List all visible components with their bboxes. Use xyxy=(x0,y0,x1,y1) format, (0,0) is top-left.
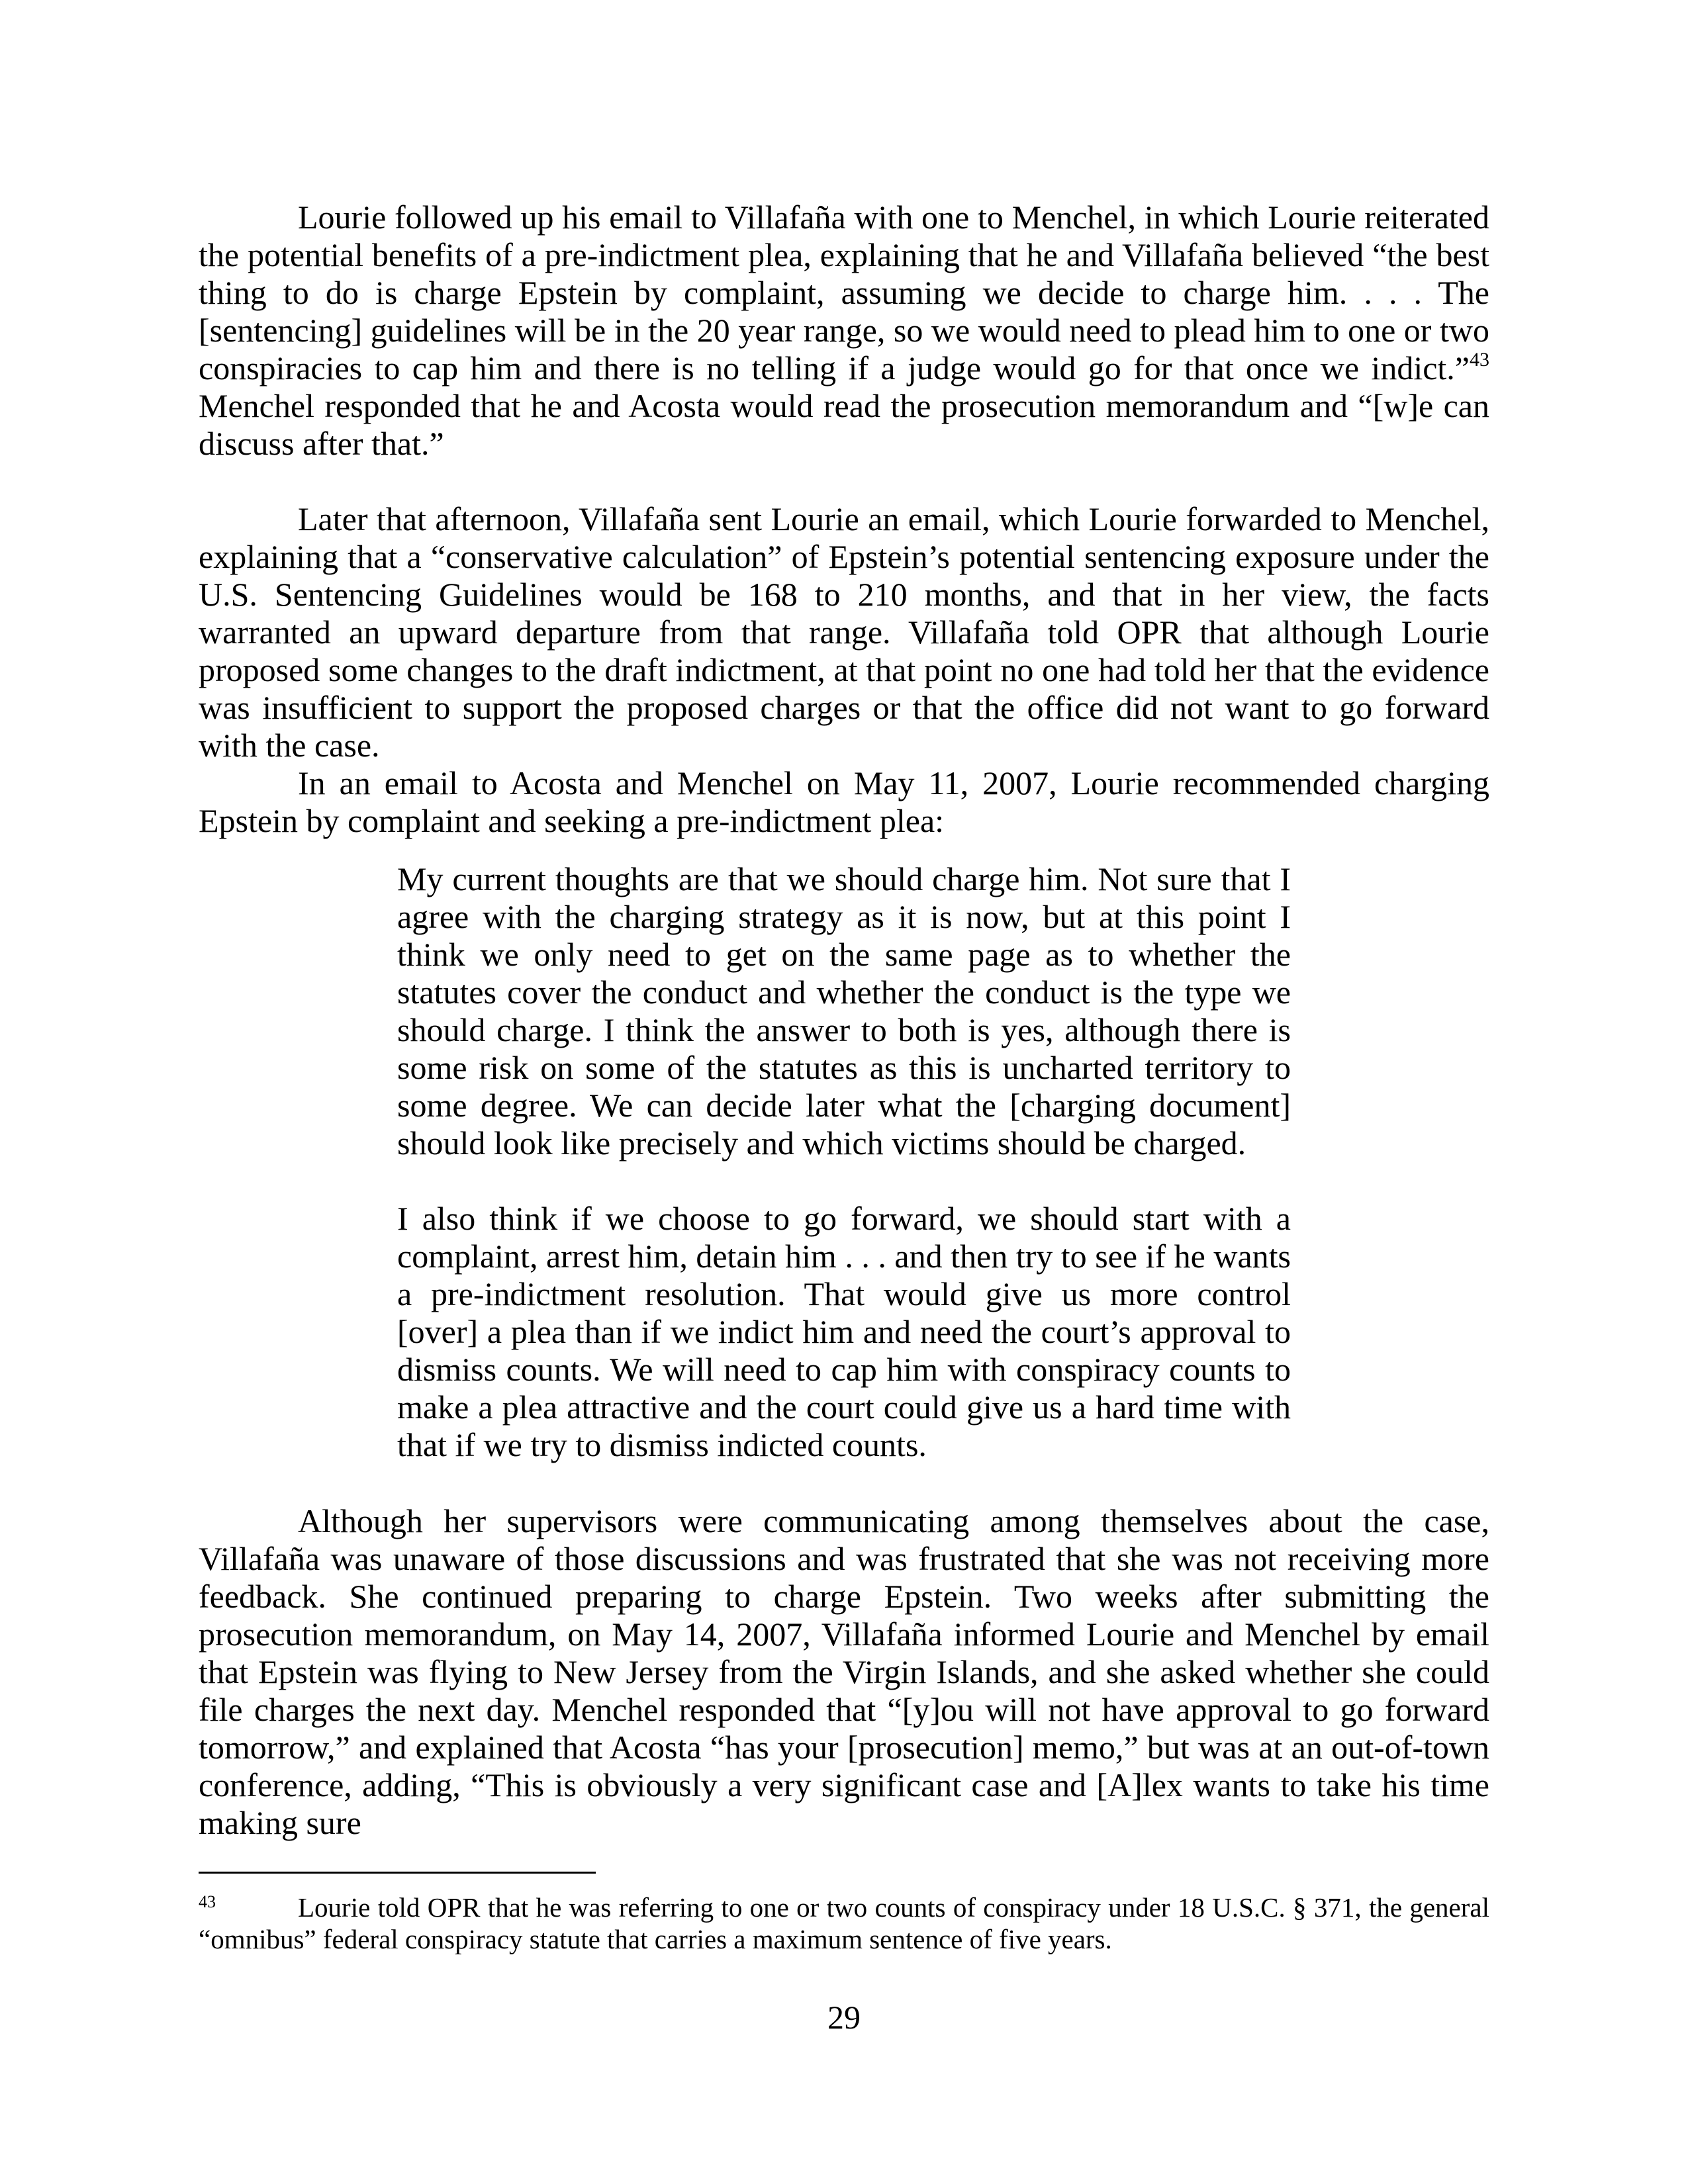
footnote-reference-43: 43 xyxy=(1470,349,1489,371)
block-quote-go-forward: I also think if we choose to go forward, we should start with a complaint, arrest him, detain him . . . and then try to see if he wants a pre-indictment resolution. That would give us more control [over] a plea than if we indict him and need the court’s approval to dismiss counts. We will need to cap him with conspiracy counts to make a plea attractive and the court could give us a hard time with that if we try to dismiss indicted counts. xyxy=(397,1200,1291,1463)
paragraph-lourie-followup-text: Lourie followed up his email to Villafaña with one to Menchel, in which Lourie reiterated the potential benefits of a pre-indictment plea, explaining that he and Villafaña believed “the best thing to do is charge Epstein by complaint, assuming we decide to charge him. . . . The [sentencing] guidelines will be in the 20 year range, so we would need to plead him to one or two conspiracies to cap him and there is no telling if a judge would go for that once we indict.” xyxy=(199,199,1489,387)
paragraph-villafana-email: Later that afternoon, Villafaña sent Lourie an email, which Lourie forwarded to Menchel, explaining that a “conservative calculation” of Epstein’s potential sentencing exposure under the U.S. Sentencing Guidelines would be 168 to 210 months, and that in her view, the facts warranted an upward departure from that range. Villafaña told OPR that although Lourie proposed some changes to the draft indictment, at that point no one had told her that the evidence was insufficient to support the proposed charges or that the office did not want to go forward with the case. xyxy=(199,500,1489,764)
paragraph-lourie-followup-continued: Menchel responded that he and Acosta would read the prosecution memorandum and “[w]e can discuss after that.” xyxy=(199,387,1489,462)
footnote-separator-rule xyxy=(199,1872,596,1874)
paragraph-supervisors-communicating: Although her supervisors were communicating among themselves about the case, Villafaña was unaware of those discussions and was frustrated that she was not receiving more feedback. She continued preparing to charge Epstein. Two weeks after submitting the prosecution memorandum, on May 14, 2007, Villafaña informed Lourie and Menchel by email that Epstein was flying to New Jersey from the Virgin Islands, and she asked whether she could file charges the next day. Menchel responded that “[y]ou will not have approval to go forward tomorrow,” and explained that Acosta “has your [prosecution] memo,” but was at an out-of-town conference, adding, “This is obviously a very significant case and [A]lex wants to take his time making sure xyxy=(199,1502,1489,1841)
footnote-text: Lourie told OPR that he was referring to one or two counts of conspiracy under 18 U.S.C. § 371, the general “omnibus” federal conspiracy statute that carries a maximum sentence of five years. xyxy=(199,1892,1489,1954)
paragraph-may-11-email: In an email to Acosta and Menchel on May 11, 2007, Lourie recommended charging Epstein by complaint and seeking a pre-indictment plea: xyxy=(199,764,1489,839)
paragraph-lourie-followup xyxy=(199,199,1489,463)
footnote-43: 43 Lourie told OPR that he was referring to one or two counts of conspiracy under 18 U.S.C. § 371, the general “omnibus” federal conspiracy statute that carries a maximum sentence of five years. xyxy=(199,1892,1489,1954)
block-quote-current-thoughts: My current thoughts are that we should charge him. Not sure that I agree with the charging strategy as it is now, but at this point I think we only need to get on the same page as to whether the statutes cover the conduct and whether the conduct is the type we should charge. I think the answer to both is yes, although there is some risk on some of the statutes as this is uncharted territory to some degree. We can decide later what the [charging document] should look like precisely and which victims should be charged. xyxy=(397,860,1291,1161)
page-number: 29 xyxy=(827,1999,861,2036)
